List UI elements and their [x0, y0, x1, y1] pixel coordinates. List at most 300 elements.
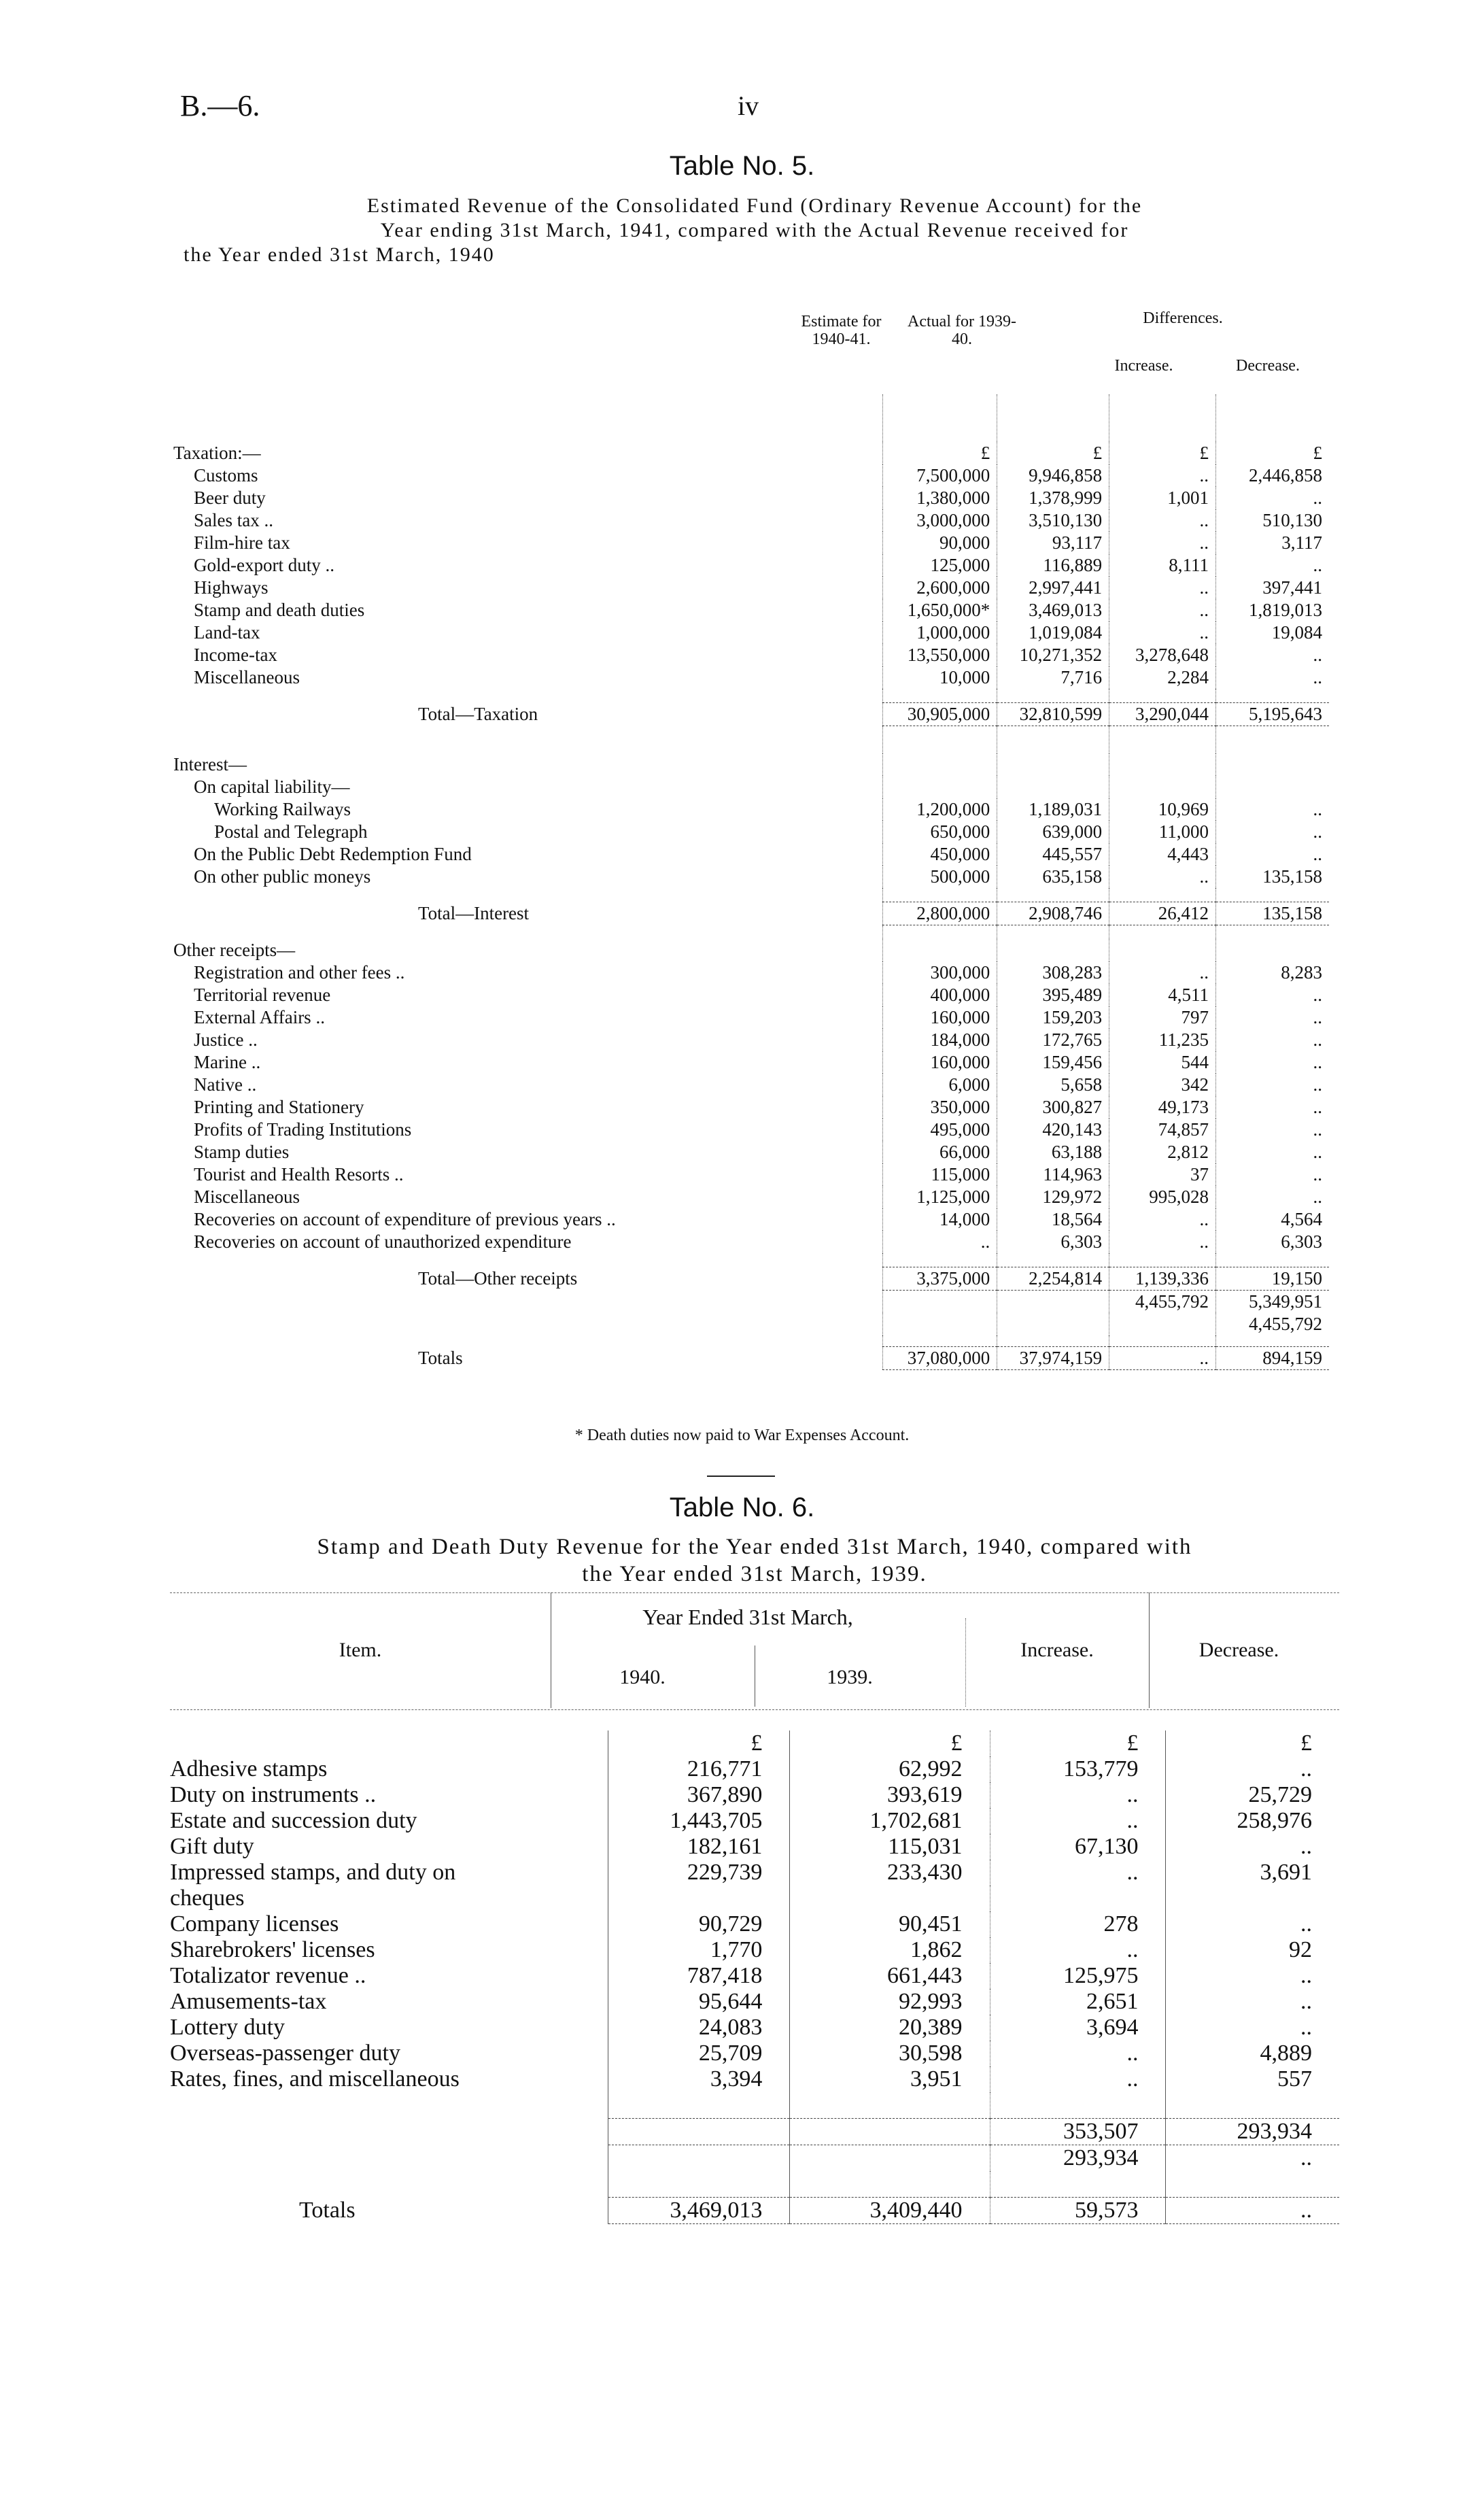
row-label: On other public moneys	[194, 866, 371, 887]
value-1940	[608, 2145, 790, 2172]
row-label: Land-tax	[194, 622, 260, 643]
row-label: External Affairs ..	[194, 1007, 325, 1027]
other-receipts-row	[173, 1208, 1329, 1231]
empty-cell	[883, 753, 997, 776]
estimate-value	[883, 1291, 997, 1314]
decrease-value	[1166, 2171, 1339, 2198]
spacer-cell	[173, 1335, 883, 1347]
section-heading: On capital liability—	[194, 777, 350, 797]
increase-value: ..	[1109, 1231, 1216, 1253]
decrease-value: 5,349,951	[1216, 1291, 1329, 1314]
row-label: Estate and succession duty	[170, 1808, 417, 1833]
row-label: Miscellaneous	[194, 1187, 300, 1207]
estimate-value: 495,000	[883, 1119, 997, 1141]
actual-value: 2,997,441	[997, 577, 1109, 599]
taxation-row	[173, 666, 1329, 689]
value-1940: 90,729	[608, 1911, 790, 1937]
row-label: On the Public Debt Redemption Fund	[194, 844, 472, 864]
actual-value: 639,000	[997, 821, 1109, 843]
estimate-value: 7,500,000	[883, 464, 997, 487]
actual-value: 1,378,999	[997, 487, 1109, 509]
value-1940: 95,644	[608, 1989, 790, 2015]
row-label	[170, 2171, 608, 2198]
decrease-value: ..	[1216, 1006, 1329, 1029]
increase-value: 353,507	[990, 2119, 1166, 2145]
taxation-row	[173, 554, 1329, 577]
increase-value: £	[1109, 442, 1216, 464]
actual-value: 3,469,013	[997, 599, 1109, 621]
table5-header-increase: Increase.	[1114, 357, 1173, 375]
decrease-value: ..	[1166, 2145, 1339, 2172]
row-label: Working Railways	[214, 799, 351, 819]
spacer-cell	[1109, 888, 1216, 902]
decrease-value: 3,691	[1166, 1860, 1339, 1886]
decrease-value: 258,976	[1166, 1808, 1339, 1834]
document-reference: B.—6.	[180, 89, 260, 122]
increase-value	[1109, 1313, 1216, 1335]
decrease-value: ..	[1216, 644, 1329, 666]
estimate-value: 37,080,000	[883, 1347, 997, 1370]
estimate-value: 160,000	[883, 1006, 997, 1029]
actual-value: 129,972	[997, 1186, 1109, 1208]
decrease-value: ..	[1216, 1119, 1329, 1141]
row-label: Registration and other fees ..	[194, 962, 405, 983]
row-label: Amusements-tax	[170, 1989, 327, 2014]
taxation-heading-row	[173, 442, 1329, 464]
estimate-value: 125,000	[883, 554, 997, 577]
spacer-cell	[883, 1335, 997, 1347]
decrease-value: 2,446,858	[1216, 464, 1329, 487]
table5-header-decrease: Decrease.	[1236, 357, 1300, 375]
value-1939	[790, 2145, 990, 2172]
actual-value: 32,810,599	[997, 703, 1109, 726]
row-label: Customs	[194, 465, 258, 485]
summary-row	[173, 1291, 1329, 1314]
row-label	[173, 1291, 883, 1314]
increase-value: 544	[1109, 1051, 1216, 1074]
value-1939: 1,862	[790, 1937, 990, 1963]
value-1939: 62,992	[790, 1756, 990, 1782]
table6-row	[170, 2066, 1339, 2092]
actual-value: 116,889	[997, 554, 1109, 577]
other-receipts-row	[173, 1141, 1329, 1163]
interest-row	[173, 821, 1329, 843]
decrease-value: ..	[1166, 1834, 1339, 1860]
value-1939	[790, 2092, 990, 2119]
table6-header-year: Year Ended 31st March,	[642, 1605, 853, 1629]
decrease-value: ..	[1216, 1163, 1329, 1186]
other-receipts-row	[173, 1051, 1329, 1074]
actual-value	[997, 1313, 1109, 1335]
estimate-value: 1,000,000	[883, 621, 997, 644]
decrease-value: £	[1216, 442, 1329, 464]
table-divider	[707, 1476, 775, 1477]
interest-row	[173, 798, 1329, 821]
estimate-value: 184,000	[883, 1029, 997, 1051]
decrease-value: 4,455,792	[1216, 1313, 1329, 1335]
decrease-value: 557	[1166, 2066, 1339, 2092]
row-label: Beer duty	[194, 488, 266, 508]
spacer-cell	[997, 1253, 1109, 1267]
increase-value: 125,975	[990, 1963, 1166, 1989]
other-receipts-row	[173, 1096, 1329, 1119]
table6-row	[170, 2015, 1339, 2041]
spacer-row	[173, 726, 1329, 754]
capital-liability-heading-row	[173, 776, 1329, 798]
row-label: Impressed stamps, and duty on	[170, 1860, 456, 1885]
row-label: Miscellaneous	[194, 667, 300, 687]
table6-row	[170, 1756, 1339, 1782]
decrease-value: 397,441	[1216, 577, 1329, 599]
value-1940: 25,709	[608, 2041, 790, 2066]
decrease-value: ..	[1216, 984, 1329, 1006]
decrease-value: 510,130	[1216, 509, 1329, 532]
increase-value: 8,111	[1109, 554, 1216, 577]
summary-row	[173, 1313, 1329, 1335]
increase-value: 67,130	[990, 1834, 1166, 1860]
actual-value: 1,019,084	[997, 621, 1109, 644]
decrease-value: ..	[1216, 821, 1329, 843]
estimate-value: 13,550,000	[883, 644, 997, 666]
value-1940: 229,739	[608, 1860, 790, 1886]
table6-row	[170, 1808, 1339, 1834]
totals-row	[173, 1347, 1329, 1370]
spacer-cell	[1216, 726, 1329, 754]
increase-value: £	[990, 1730, 1166, 1756]
value-1939: 20,389	[790, 2015, 990, 2041]
actual-value: 159,456	[997, 1051, 1109, 1074]
row-label: Film-hire tax	[194, 532, 290, 553]
increase-value: 2,651	[990, 1989, 1166, 2015]
increase-value: 4,443	[1109, 843, 1216, 866]
row-label: Rates, fines, and miscellaneous	[170, 2066, 460, 2092]
value-1939: 30,598	[790, 2041, 990, 2066]
decrease-value: 92	[1166, 1937, 1339, 1963]
table6-row	[170, 1860, 1339, 1886]
increase-value: 293,934	[990, 2145, 1166, 2172]
row-label	[170, 2145, 608, 2172]
estimate-value: 2,600,000	[883, 577, 997, 599]
value-1939: 115,031	[790, 1834, 990, 1860]
actual-value: 18,564	[997, 1208, 1109, 1231]
actual-value: 445,557	[997, 843, 1109, 866]
decrease-value: ..	[1216, 1141, 1329, 1163]
interest-heading-row	[173, 753, 1329, 776]
row-label: Tourist and Health Resorts ..	[194, 1164, 404, 1184]
increase-value	[990, 1886, 1166, 1911]
table6-row	[170, 1911, 1339, 1937]
increase-value	[990, 2171, 1166, 2198]
estimate-value	[883, 1313, 997, 1335]
table5-header-differences: Differences.	[1143, 309, 1223, 327]
decrease-value: 894,159	[1216, 1347, 1329, 1370]
increase-value: ..	[1109, 464, 1216, 487]
empty-cell	[1216, 753, 1329, 776]
estimate-value: 650,000	[883, 821, 997, 843]
actual-value: 635,158	[997, 866, 1109, 888]
value-1939: 393,619	[790, 1782, 990, 1808]
spacer-cell	[1216, 1253, 1329, 1267]
taxation-row	[173, 464, 1329, 487]
increase-value: 4,511	[1109, 984, 1216, 1006]
row-label: Total—Interest	[418, 903, 530, 923]
spacer-cell	[1216, 888, 1329, 902]
decrease-value: ..	[1216, 487, 1329, 509]
actual-value: 420,143	[997, 1119, 1109, 1141]
value-1940: 3,394	[608, 2066, 790, 2092]
row-label: Taxation:—	[173, 443, 261, 463]
other-receipts-row	[173, 1006, 1329, 1029]
spacer-cell	[997, 726, 1109, 754]
decrease-value: ..	[1216, 843, 1329, 866]
value-1940: 182,161	[608, 1834, 790, 1860]
value-1940: 3,469,013	[608, 2198, 790, 2224]
decrease-value: 4,564	[1216, 1208, 1329, 1231]
spacer-cell	[1216, 394, 1329, 442]
table6-caption-line2: the Year ended 31st March, 1939.	[582, 1562, 927, 1586]
value-1940: 24,083	[608, 2015, 790, 2041]
increase-value: ..	[1109, 599, 1216, 621]
row-label: Income-tax	[194, 645, 277, 665]
row-label: Overseas-passenger duty	[170, 2041, 400, 2066]
decrease-value: 293,934	[1166, 2119, 1339, 2145]
total-other-receipts-row	[173, 1267, 1329, 1291]
actual-value: 114,963	[997, 1163, 1109, 1186]
value-1939: 92,993	[790, 1989, 990, 2015]
row-label: Gift duty	[170, 1834, 254, 1859]
row-label: Recoveries on account of unauthorized expenditure	[194, 1231, 572, 1252]
decrease-value: ..	[1216, 1096, 1329, 1119]
other-receipts-row	[173, 984, 1329, 1006]
decrease-value: ..	[1166, 1989, 1339, 2015]
value-1939	[790, 2119, 990, 2145]
taxation-row	[173, 532, 1329, 554]
table6-header-rule	[170, 1709, 1339, 1710]
table6-row	[170, 1782, 1339, 1808]
increase-value: 1,139,336	[1109, 1267, 1216, 1291]
row-label	[173, 1313, 883, 1335]
row-label: Territorial revenue	[194, 985, 331, 1005]
value-1940: 216,771	[608, 1756, 790, 1782]
actual-value: 9,946,858	[997, 464, 1109, 487]
spacer-cell	[1109, 925, 1216, 940]
row-label: Justice ..	[194, 1029, 258, 1050]
decrease-value: 19,150	[1216, 1267, 1329, 1291]
value-1939: £	[790, 1730, 990, 1756]
increase-value: ..	[990, 1937, 1166, 1963]
row-label	[170, 1730, 608, 1756]
row-label: Native ..	[194, 1074, 257, 1095]
table6-row	[170, 1937, 1339, 1963]
increase-value: 26,412	[1109, 902, 1216, 925]
interest-row	[173, 843, 1329, 866]
spacer-cell	[883, 689, 997, 703]
increase-value: 37	[1109, 1163, 1216, 1186]
spacer-cell	[997, 1335, 1109, 1347]
value-1939	[790, 2171, 990, 2198]
table6-caption	[170, 1533, 1339, 1588]
actual-value	[997, 1291, 1109, 1314]
empty-cell	[1216, 776, 1329, 798]
decrease-value: 8,283	[1216, 961, 1329, 984]
increase-value: ..	[1109, 577, 1216, 599]
table6-header-divider	[965, 1618, 966, 1707]
estimate-value: 400,000	[883, 984, 997, 1006]
table5-title: Table No. 5.	[669, 151, 815, 181]
estimate-value: 90,000	[883, 532, 997, 554]
row-label: Postal and Telegraph	[214, 821, 368, 842]
decrease-value: ..	[1216, 554, 1329, 577]
row-label	[170, 2119, 608, 2145]
estimate-value: 14,000	[883, 1208, 997, 1231]
row-label: Lottery duty	[170, 2015, 286, 2040]
other-receipts-row	[173, 1074, 1329, 1096]
estimate-value: 1,200,000	[883, 798, 997, 821]
value-1940	[608, 1886, 790, 1911]
decrease-value: ..	[1166, 2015, 1339, 2041]
other-receipts-row	[173, 1119, 1329, 1141]
empty-cell	[883, 939, 997, 961]
actual-value: 300,827	[997, 1096, 1109, 1119]
value-1939: 661,443	[790, 1963, 990, 1989]
empty-cell	[1109, 776, 1216, 798]
row-label: Sales tax ..	[194, 510, 273, 530]
section-heading: Interest—	[173, 754, 247, 774]
increase-value: ..	[1109, 532, 1216, 554]
table6-row	[170, 1886, 1339, 1911]
empty-cell	[1216, 939, 1329, 961]
increase-value: 10,969	[1109, 798, 1216, 821]
estimate-value: 3,000,000	[883, 509, 997, 532]
decrease-value: 3,117	[1216, 532, 1329, 554]
empty-cell	[1109, 753, 1216, 776]
table6-top-rule	[170, 1592, 1339, 1593]
decrease-value	[1166, 1886, 1339, 1911]
estimate-value: 1,125,000	[883, 1186, 997, 1208]
row-label: Totals	[418, 1348, 463, 1368]
table6-header-1940: 1940.	[619, 1666, 666, 1688]
spacer-cell	[173, 925, 883, 940]
actual-value: 63,188	[997, 1141, 1109, 1163]
spacer-cell	[173, 689, 883, 703]
spacer-cell	[173, 394, 883, 442]
increase-value: 59,573	[990, 2198, 1166, 2224]
actual-value: 159,203	[997, 1006, 1109, 1029]
increase-value: 49,173	[1109, 1096, 1216, 1119]
value-1939: 90,451	[790, 1911, 990, 1937]
actual-value: 93,117	[997, 532, 1109, 554]
spacer-row	[173, 394, 1329, 442]
table6-header-1939: 1939.	[827, 1666, 873, 1688]
spacer-cell	[997, 888, 1109, 902]
decrease-value: 4,889	[1166, 2041, 1339, 2066]
estimate-value: 500,000	[883, 866, 997, 888]
spacer-row	[170, 2092, 1339, 2119]
empty-cell	[883, 776, 997, 798]
spacer-cell	[883, 726, 997, 754]
spacer-row	[173, 888, 1329, 902]
increase-value: 2,812	[1109, 1141, 1216, 1163]
table6-header-increase: Increase.	[1020, 1639, 1094, 1661]
increase-value: ..	[1109, 1347, 1216, 1370]
spacer-row	[173, 1335, 1329, 1347]
estimate-value: 66,000	[883, 1141, 997, 1163]
row-label: Stamp duties	[194, 1142, 290, 1162]
actual-value: 10,271,352	[997, 644, 1109, 666]
decrease-value: ..	[1166, 1756, 1339, 1782]
decrease-value: ..	[1166, 2198, 1339, 2224]
estimate-value: 30,905,000	[883, 703, 997, 726]
spacer-cell	[1216, 689, 1329, 703]
increase-value: ..	[1109, 1208, 1216, 1231]
actual-value: 1,189,031	[997, 798, 1109, 821]
decrease-value: ..	[1216, 666, 1329, 689]
actual-value: 7,716	[997, 666, 1109, 689]
spacer-cell	[883, 925, 997, 940]
spacer-row	[170, 2171, 1339, 2198]
table6-title: Table No. 6.	[669, 1493, 815, 1522]
increase-value: ..	[990, 1808, 1166, 1834]
summary-row	[170, 2145, 1339, 2172]
increase-value: 797	[1109, 1006, 1216, 1029]
spacer-row	[173, 1253, 1329, 1267]
estimate-value: 10,000	[883, 666, 997, 689]
estimate-value: 3,375,000	[883, 1267, 997, 1291]
spacer-cell	[883, 1253, 997, 1267]
increase-value: 1,001	[1109, 487, 1216, 509]
value-1939	[790, 1886, 990, 1911]
empty-cell	[1109, 939, 1216, 961]
table5-header-actual: Actual for 1939-40.	[908, 313, 1016, 348]
totals-row	[170, 2198, 1339, 2224]
row-label: Total—Other receipts	[418, 1268, 578, 1289]
table6-header-decrease: Decrease.	[1198, 1639, 1279, 1661]
interest-row	[173, 866, 1329, 888]
row-label: Duty on instruments ..	[170, 1782, 377, 1807]
table5	[173, 394, 1329, 1370]
decrease-value: 25,729	[1166, 1782, 1339, 1808]
spacer-row	[173, 689, 1329, 703]
taxation-row	[173, 644, 1329, 666]
spacer-cell	[1216, 1335, 1329, 1347]
actual-value: 395,489	[997, 984, 1109, 1006]
table5-caption-line3: the Year ended 31st March, 1940	[184, 243, 495, 266]
actual-value: £	[997, 442, 1109, 464]
spacer-cell	[883, 888, 997, 902]
increase-value: 11,235	[1109, 1029, 1216, 1051]
row-label: cheques	[170, 1886, 245, 1911]
decrease-value: ..	[1216, 1029, 1329, 1051]
increase-value: 74,857	[1109, 1119, 1216, 1141]
value-1940	[608, 2119, 790, 2145]
increase-value: ..	[1109, 509, 1216, 532]
table6-header-item: Item.	[339, 1639, 382, 1661]
value-1940	[608, 2171, 790, 2198]
increase-value: 2,284	[1109, 666, 1216, 689]
table5-header-estimate: Estimate for 1940-41.	[801, 313, 882, 348]
increase-value: ..	[1109, 621, 1216, 644]
table6-caption-line1: Stamp and Death Duty Revenue for the Year ended 31st March, 1940, compared with	[317, 1535, 1192, 1559]
taxation-row	[173, 621, 1329, 644]
row-label: Recoveries on account of expenditure of previous years ..	[194, 1209, 616, 1229]
other-receipts-row	[173, 1231, 1329, 1253]
total-interest-row	[173, 902, 1329, 925]
other-receipts-heading-row	[173, 939, 1329, 961]
other-receipts-row	[173, 1186, 1329, 1208]
row-label: Total—Taxation	[418, 704, 538, 724]
currency-row	[170, 1730, 1339, 1756]
spacer-cell	[883, 394, 997, 442]
